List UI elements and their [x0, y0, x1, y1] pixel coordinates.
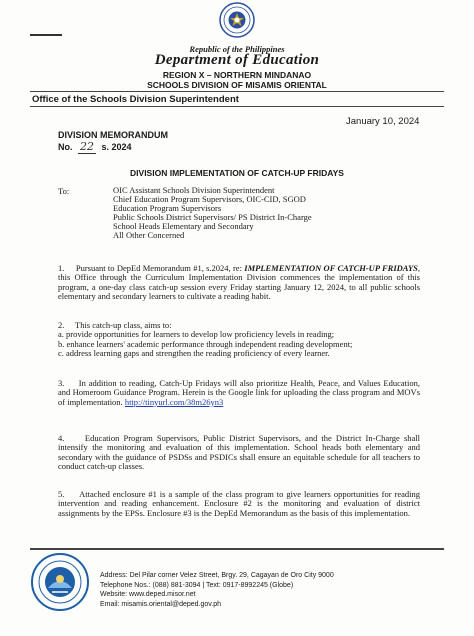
- republic-line: Republic of the Philippines: [189, 44, 285, 54]
- footer-rule: [30, 548, 444, 550]
- division-logo-icon: [30, 552, 90, 612]
- header-rule: [30, 91, 444, 92]
- paragraph-1: [58, 264, 420, 301]
- recipient-item: Education Program Supervisors: [113, 203, 222, 213]
- memo-no-prefix: No.: [58, 142, 73, 152]
- recipient-item: OIC Assistant Schools Division Superintendent: [113, 185, 275, 195]
- recipient-item: Public Schools District Supervisors/ PS District In-Charge: [113, 212, 312, 222]
- memo-title: DIVISION MEMORANDUM: [58, 130, 168, 140]
- paragraph-3: [58, 379, 420, 407]
- memo-number-line: [58, 140, 132, 154]
- recipient-item: Chief Education Program Supervisors, OIC-CID, SGOD: [113, 194, 306, 204]
- memo-reference-emphasis: IMPLEMENTATION OF CATCH-UP FRIDAYS: [244, 263, 418, 273]
- region-line: REGION X – NORTHERN MINDANAO: [162, 70, 312, 80]
- division-line: SCHOOLS DIVISION OF MISAMIS ORIENTAL: [147, 80, 327, 90]
- paragraph-text: Education Program Supervisors, Public District Supervisors, and the District In-Charge shall intensify the monitoring and evaluation of this implementation. School heads both elementary and secondary with the guidance of PSDSs and PSDICs shall ensure an equitable schedule for all teachers to conduct catch-up classes.: [58, 433, 420, 471]
- footer-website[interactable]: Website: www.deped.misor.net: [100, 591, 196, 598]
- margin-dash-mark: [30, 34, 62, 36]
- recipient-item: All Other Concerned: [113, 230, 185, 240]
- deped-seal-icon: [219, 2, 255, 38]
- paragraph-5: [58, 490, 420, 518]
- footer-address: Address: Del Pilar corner Velez Street, Brgy. 29, Cagayan de Oro City 9000: [100, 572, 334, 579]
- aim-item: c. address learning gaps and strengthen the reading proficiency of every learner.: [58, 347, 330, 358]
- paragraph-number: 2.: [58, 320, 65, 330]
- recipient-item: School Heads Elementary and Secondary: [113, 221, 254, 231]
- to-label: To:: [58, 186, 70, 196]
- google-upload-link[interactable]: http://tinyurl.com/38m26yn3: [124, 396, 224, 407]
- department-name: Department of Education: [154, 52, 320, 68]
- paragraph-number: 4.: [58, 433, 65, 443]
- memo-subject: DIVISION IMPLEMENTATION OF CATCH-UP FRIDAYS: [130, 168, 344, 178]
- memo-series: s. 2024: [101, 142, 132, 152]
- recipient-list: [113, 186, 312, 240]
- memo-number-handwritten: 22: [80, 140, 95, 153]
- paragraph-lead: Pursuant to DepEd Memorandum #1, s.2024, re:: [75, 263, 242, 273]
- footer-email[interactable]: Email: misamis.oriental@deped.gov.ph: [100, 600, 221, 608]
- aim-item: b. enhance learners' academic performance through independent reading development;: [58, 338, 353, 349]
- paragraph-2: [58, 321, 420, 358]
- office-line: Office of the Schools Division Superintendent: [32, 94, 239, 105]
- paragraph-number: 5.: [58, 489, 65, 499]
- paragraph-number: 3.: [58, 378, 65, 388]
- office-rule: [30, 106, 444, 107]
- paragraph-number: 1.: [58, 263, 65, 273]
- paragraph-text: Attached enclosure #1 is a sample of the class program to give learners opportunities for reading intervention and reading enhancement. Enclosure #2 is the monitoring and evaluation of district assignments by the EPSs. Enclosure #3 is the DepEd Memorandum as the basis of this implementation.: [58, 489, 421, 518]
- paragraph-lead: This catch-up class, aims to:: [75, 320, 172, 330]
- aim-item: a. provide opportunities for learners to develop low proficiency levels in reading;: [58, 329, 335, 340]
- paragraph-4: [58, 434, 420, 471]
- footer-telephone: Telephone Nos.: (088) 881-3094 | Text: 0917-8992245 (Globe): [100, 581, 294, 589]
- paragraph-text: , this Office through the Curriculum Implementation Division commences the implementation of this program, a one-day class catch-up session every Friday starting January 12, 2024, to all public schools elementary and secondary learners to cultivate a reading habit.: [58, 263, 421, 301]
- footer-contact: [100, 571, 334, 609]
- memo-date: January 10, 2024: [346, 116, 420, 127]
- paragraph-text: In addition to reading, Catch-Up Fridays will also prioritize Health, Peace, and Values Education, and Homeroom Guidance Program. Herein is the Google link for uploading the class program and MOVs of implementation.: [58, 378, 420, 407]
